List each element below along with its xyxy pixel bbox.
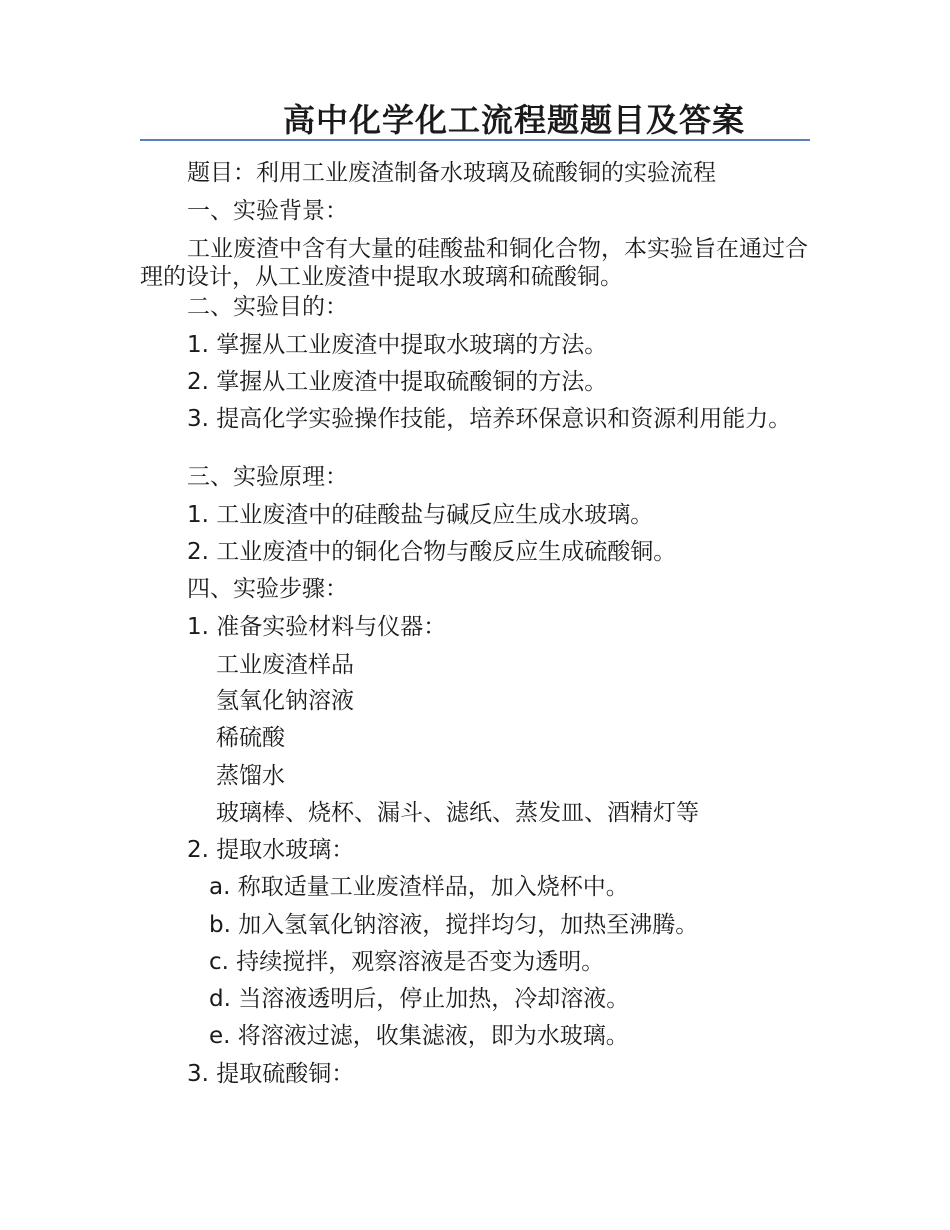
material-item: 玻璃棒、烧杯、漏斗、滤纸、蒸发皿、酒精灯等 xyxy=(216,800,699,826)
principle-item-1: 1. 工业废渣中的硅酸盐与碱反应生成水玻璃。 xyxy=(187,502,654,528)
step-2-substep: e. 将溶液过滤，收集滤液，即为水玻璃。 xyxy=(209,1023,629,1049)
section-heading-purpose: 二、实验目的： xyxy=(187,294,348,320)
question-line: 题目：利用工业废渣制备水玻璃及硫酸铜的实验流程 xyxy=(187,160,716,186)
material-item: 稀硫酸 xyxy=(216,725,285,751)
section-heading-principle: 三、实验原理： xyxy=(187,464,348,490)
step-2-substep: d. 当溶液透明后，停止加热，冷却溶液。 xyxy=(209,986,630,1012)
step-1-heading: 1. 准备实验材料与仪器： xyxy=(187,614,447,640)
material-item: 蒸馏水 xyxy=(216,763,285,789)
principle-item-2: 2. 工业废渣中的铜化合物与酸反应生成硫酸铜。 xyxy=(187,539,677,565)
background-paragraph: 工业废渣中含有大量的硅酸盐和铜化合物，本实验旨在通过合理的设计，从工业废渣中提取水玻璃和硫酸铜。 xyxy=(140,236,808,290)
step-2-substep: b. 加入氢氧化钠溶液，搅拌均匀，加热至沸腾。 xyxy=(209,912,699,938)
title-underline xyxy=(140,139,810,141)
step-3-heading: 3. 提取硫酸铜： xyxy=(187,1061,355,1087)
document-title: 高中化学化工流程题题目及答案 xyxy=(282,101,745,139)
material-item: 工业废渣样品 xyxy=(216,652,354,678)
step-2-substep: c. 持续搅拌，观察溶液是否变为透明。 xyxy=(209,949,605,975)
section-heading-steps: 四、实验步骤： xyxy=(187,576,348,602)
purpose-item-3: 3. 提高化学实验操作技能，培养环保意识和资源利用能力。 xyxy=(187,406,792,432)
section-heading-background: 一、实验背景： xyxy=(187,198,348,224)
material-item: 氢氧化钠溶液 xyxy=(216,688,354,714)
purpose-item-2: 2. 掌握从工业废渣中提取硫酸铜的方法。 xyxy=(187,369,608,395)
purpose-item-1: 1. 掌握从工业废渣中提取水玻璃的方法。 xyxy=(187,332,608,358)
step-2-substep: a. 称取适量工业废渣样品，加入烧杯中。 xyxy=(209,874,629,900)
step-2-heading: 2. 提取水玻璃： xyxy=(187,837,355,863)
